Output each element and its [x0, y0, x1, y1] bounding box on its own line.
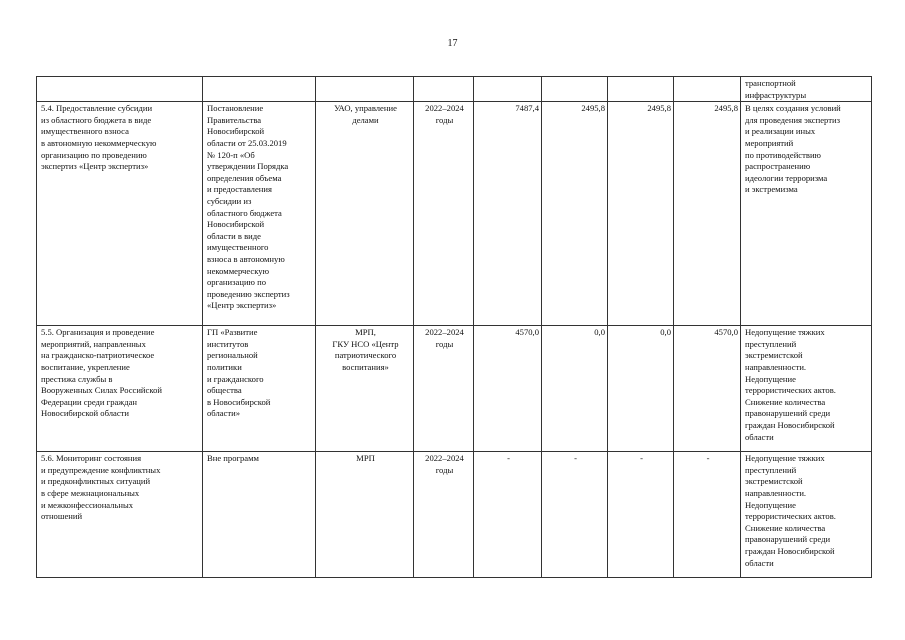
measures-table [36, 76, 872, 578]
cell-2024: - [674, 452, 741, 578]
cell-total: 7487,4 [474, 102, 542, 326]
cell-basis: ГП «Развитие институтов региональной политики и гражданского общества в Новосибирской области» [203, 326, 316, 452]
table-row [37, 326, 872, 452]
cell-measure [37, 77, 203, 102]
cell-executor [316, 77, 414, 102]
cell-period [414, 77, 474, 102]
cell-2023: - [608, 452, 674, 578]
cell-2022: 2495,8 [542, 102, 608, 326]
cell-period: 2022–2024 годы [414, 326, 474, 452]
cell-total [474, 77, 542, 102]
cell-measure: 5.6. Мониторинг состояния и предупреждение конфликтных и предконфликтных ситуаций в сфере межнациональных и межконфессиональных отношений [37, 452, 203, 578]
cell-2024: 4570,0 [674, 326, 741, 452]
cell-executor: МРП [316, 452, 414, 578]
cell-basis: Вне программ [203, 452, 316, 578]
cell-period: 2022–2024 годы [414, 452, 474, 578]
cell-2022: - [542, 452, 608, 578]
cell-total: - [474, 452, 542, 578]
cell-basis [203, 77, 316, 102]
cell-2023: 2495,8 [608, 102, 674, 326]
cell-result: Недопущение тяжких преступлений экстремистской направленности. Недопущение террористических актов. Снижение количества правонарушений среди граждан Новосибирской области [741, 452, 872, 578]
cell-period: 2022–2024 годы [414, 102, 474, 326]
cell-2024: 2495,8 [674, 102, 741, 326]
cell-2023: 0,0 [608, 326, 674, 452]
cell-basis: Постановление Правительства Новосибирской области от 25.03.2019 № 120-п «Об утверждении Порядка определения объема и предоставления субсидии из областного бюджета Новосибирской области в виде имущественного взноса в автономную некоммерческую организацию по проведению экспертиз «Центр экспертиз» [203, 102, 316, 326]
cell-result: В целях создания условий для проведения экспертиз и реализации иных мероприятий по противодействию распространению идеологии терроризма и экстремизма [741, 102, 872, 326]
page-number: 17 [447, 38, 458, 49]
table-row [37, 452, 872, 578]
cell-2022 [542, 77, 608, 102]
cell-executor: УАО, управление делами [316, 102, 414, 326]
cell-2022: 0,0 [542, 326, 608, 452]
table-row [37, 102, 872, 326]
cell-result: Недопущение тяжких преступлений экстремистской направленности. Недопущение террористических актов. Снижение количества правонарушений среди граждан Новосибирской области [741, 326, 872, 452]
cell-2024 [674, 77, 741, 102]
cell-executor: МРП, ГКУ НСО «Центр патриотического воспитания» [316, 326, 414, 452]
cell-measure: 5.5. Организация и проведение мероприятий, направленных на гражданско-патриотическое воспитание, укрепление престижа службы в Вооруженных Силах Российской Федерации среди граждан Новосибирской области [37, 326, 203, 452]
cell-2023 [608, 77, 674, 102]
cell-total: 4570,0 [474, 326, 542, 452]
table-row-continuation [37, 77, 872, 102]
cell-result: транспортной инфраструктуры [741, 77, 872, 102]
cell-measure: 5.4. Предоставление субсидии из областного бюджета в виде имущественного взноса в автономную некоммерческую организацию по проведению экспертиз «Центр экспертиз» [37, 102, 203, 326]
